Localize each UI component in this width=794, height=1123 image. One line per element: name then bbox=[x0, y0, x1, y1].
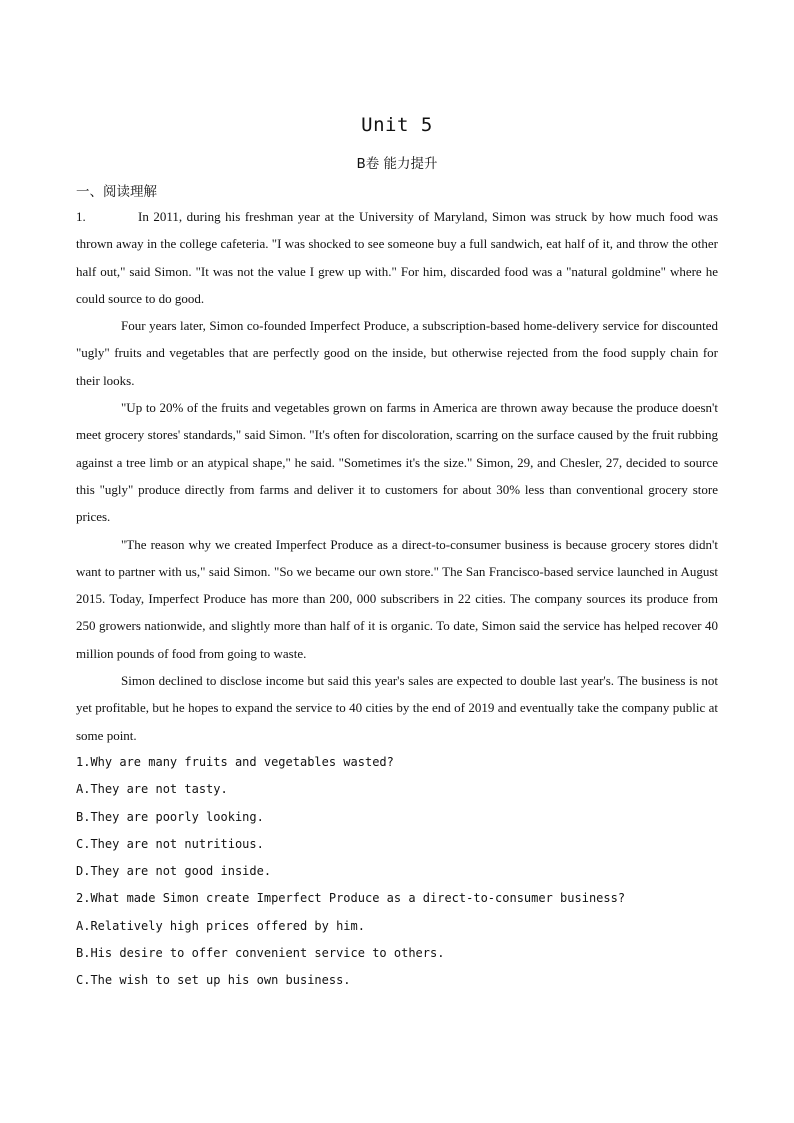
question-stem: 1.Why are many fruits and vegetables wasted? bbox=[76, 754, 394, 769]
section-heading: 一、阅读理解 bbox=[76, 184, 157, 200]
answer-option: C.They are not nutritious. bbox=[76, 836, 264, 851]
page-subtitle: B卷 能力提升 bbox=[356, 156, 438, 172]
answer-option: B.They are poorly looking. bbox=[76, 809, 264, 824]
page-title: Unit 5 bbox=[361, 114, 433, 136]
paragraph-text: In 2011, during his freshman year at the University of Maryland, Simon was struck by how much food was thrown away in the college cafeteria. "I was shocked to see someone buy a full sandwich, eat half of it, and throw the other half out," said Simon. "It was not the value I grew up with." For him, discarded food was a "natural goldmine" where he could source to do good. bbox=[76, 209, 718, 306]
answer-option: B.His desire to offer convenient service to others. bbox=[76, 946, 445, 961]
answer-option: A.They are not tasty. bbox=[76, 782, 228, 797]
passage-paragraph bbox=[76, 203, 718, 312]
answer-option: A.Relatively high prices offered by him. bbox=[76, 918, 365, 933]
reading-passage bbox=[76, 203, 718, 995]
question-stem: 2.What made Simon create Imperfect Produce as a direct-to-consumer business? bbox=[76, 891, 626, 906]
passage-number: 1. bbox=[76, 209, 86, 224]
passage-paragraph: "The reason why we created Imperfect Produce as a direct-to-consumer business is because grocery stores didn't want to partner with us," said Simon. "So we became our own store." The San Francisco-based service launched in August 2015. Today, Imperfect Produce has more than 200, 000 subscribers in 22 cities. The company sources its produce from 250 growers nationwide, and slightly more than half of it is organic. To date, Simon said the service has helped recover 40 million pounds of food from going to waste. bbox=[76, 536, 718, 661]
passage-paragraph: Simon declined to disclose income but said this year's sales are expected to double last year's. The business is not yet profitable, but he hopes to expand the service to 40 cities by the end of 2019 and eventually take the company public at some point. bbox=[76, 673, 718, 743]
answer-option: C.The wish to set up his own business. bbox=[76, 973, 351, 988]
answer-option: D.They are not good inside. bbox=[76, 864, 272, 879]
passage-paragraph: Four years later, Simon co-founded Imperfect Produce, a subscription-based home-delivery service for discounted "ugly" fruits and vegetables that are perfectly good on the inside, but otherwise rejected from the food supply chain for their looks. bbox=[76, 318, 718, 388]
passage-paragraph: "Up to 20% of the fruits and vegetables grown on farms in America are thrown away because the produce doesn't meet grocery stores' standards," said Simon. "It's often for discoloration, scarring on the surface caused by the fruit rubbing against a tree limb or an atypical shape," he said. "Sometimes it's the size." Simon, 29, and Chesler, 27, decided to source this "ugly" produce directly from farms and deliver it to customers for about 30% less than conventional grocery store prices. bbox=[76, 400, 718, 525]
